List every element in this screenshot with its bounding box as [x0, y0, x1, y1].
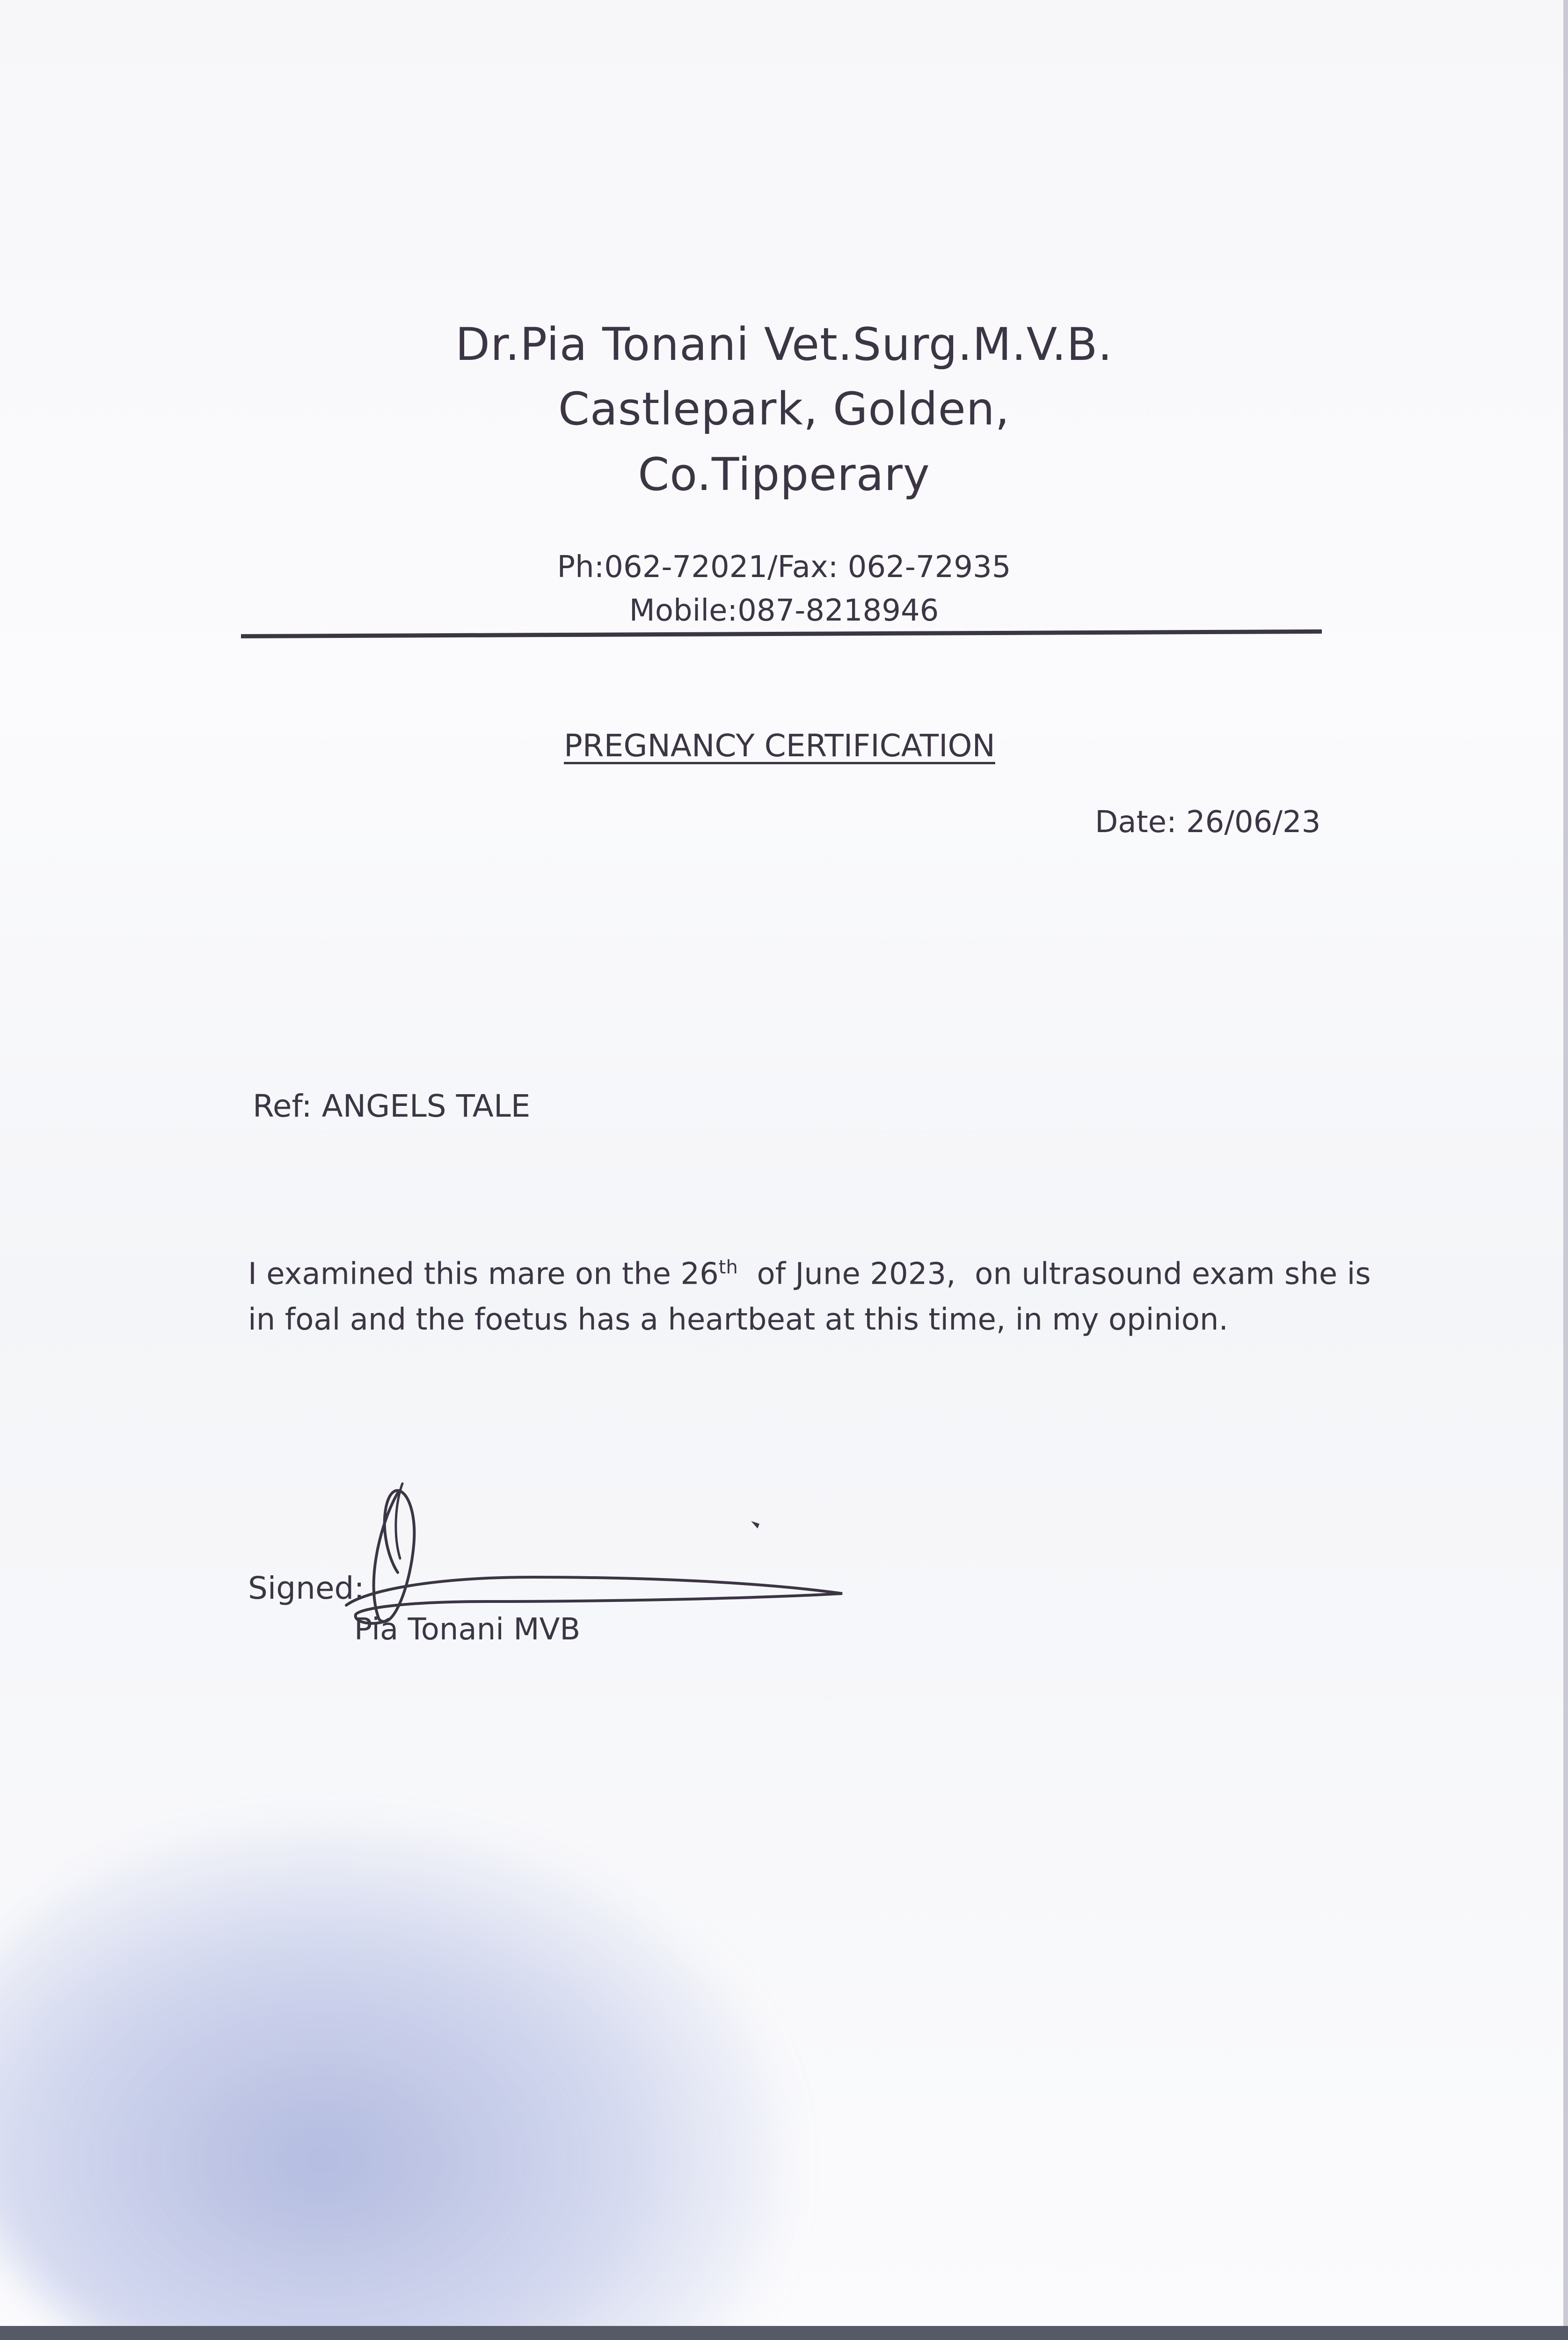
- paper-edge-bottom: [0, 2326, 1568, 2340]
- body-line-1: [248, 1257, 1371, 1291]
- letterhead-name: Dr.Pia Tonani Vet.Surg.M.V.B.: [455, 318, 1113, 371]
- letterhead-phone-fax: Ph:062-72021/Fax: 062-72935: [557, 550, 1011, 585]
- letterhead-mobile: Mobile:087-8218946: [629, 593, 939, 628]
- signer-name: Pia Tonani MVB: [354, 1612, 581, 1647]
- document-ref: Ref: ANGELS TALE: [253, 1088, 531, 1124]
- body-line-1-text: I examined this mare on the 26: [248, 1257, 719, 1292]
- ordinal-suffix: th: [718, 1257, 738, 1278]
- signed-label: Signed:: [248, 1570, 365, 1606]
- letterhead-address-line2: Co.Tipperary: [638, 448, 930, 501]
- letterhead-address-line1: Castlepark, Golden,: [558, 383, 1010, 435]
- body-line-2: in foal and the foetus has a heartbeat at this time, in my opinion.: [248, 1302, 1228, 1337]
- handwritten-signature: [337, 1465, 852, 1633]
- document-date: Date: 26/06/23: [1095, 805, 1321, 840]
- hand-shadow: [0, 1825, 786, 2340]
- body-line-1-text-rest: of June 2023, on ultrasound exam she is: [737, 1257, 1371, 1292]
- letterhead-divider: [241, 629, 1322, 638]
- document-title: PREGNANCY CERTIFICATION: [564, 728, 995, 764]
